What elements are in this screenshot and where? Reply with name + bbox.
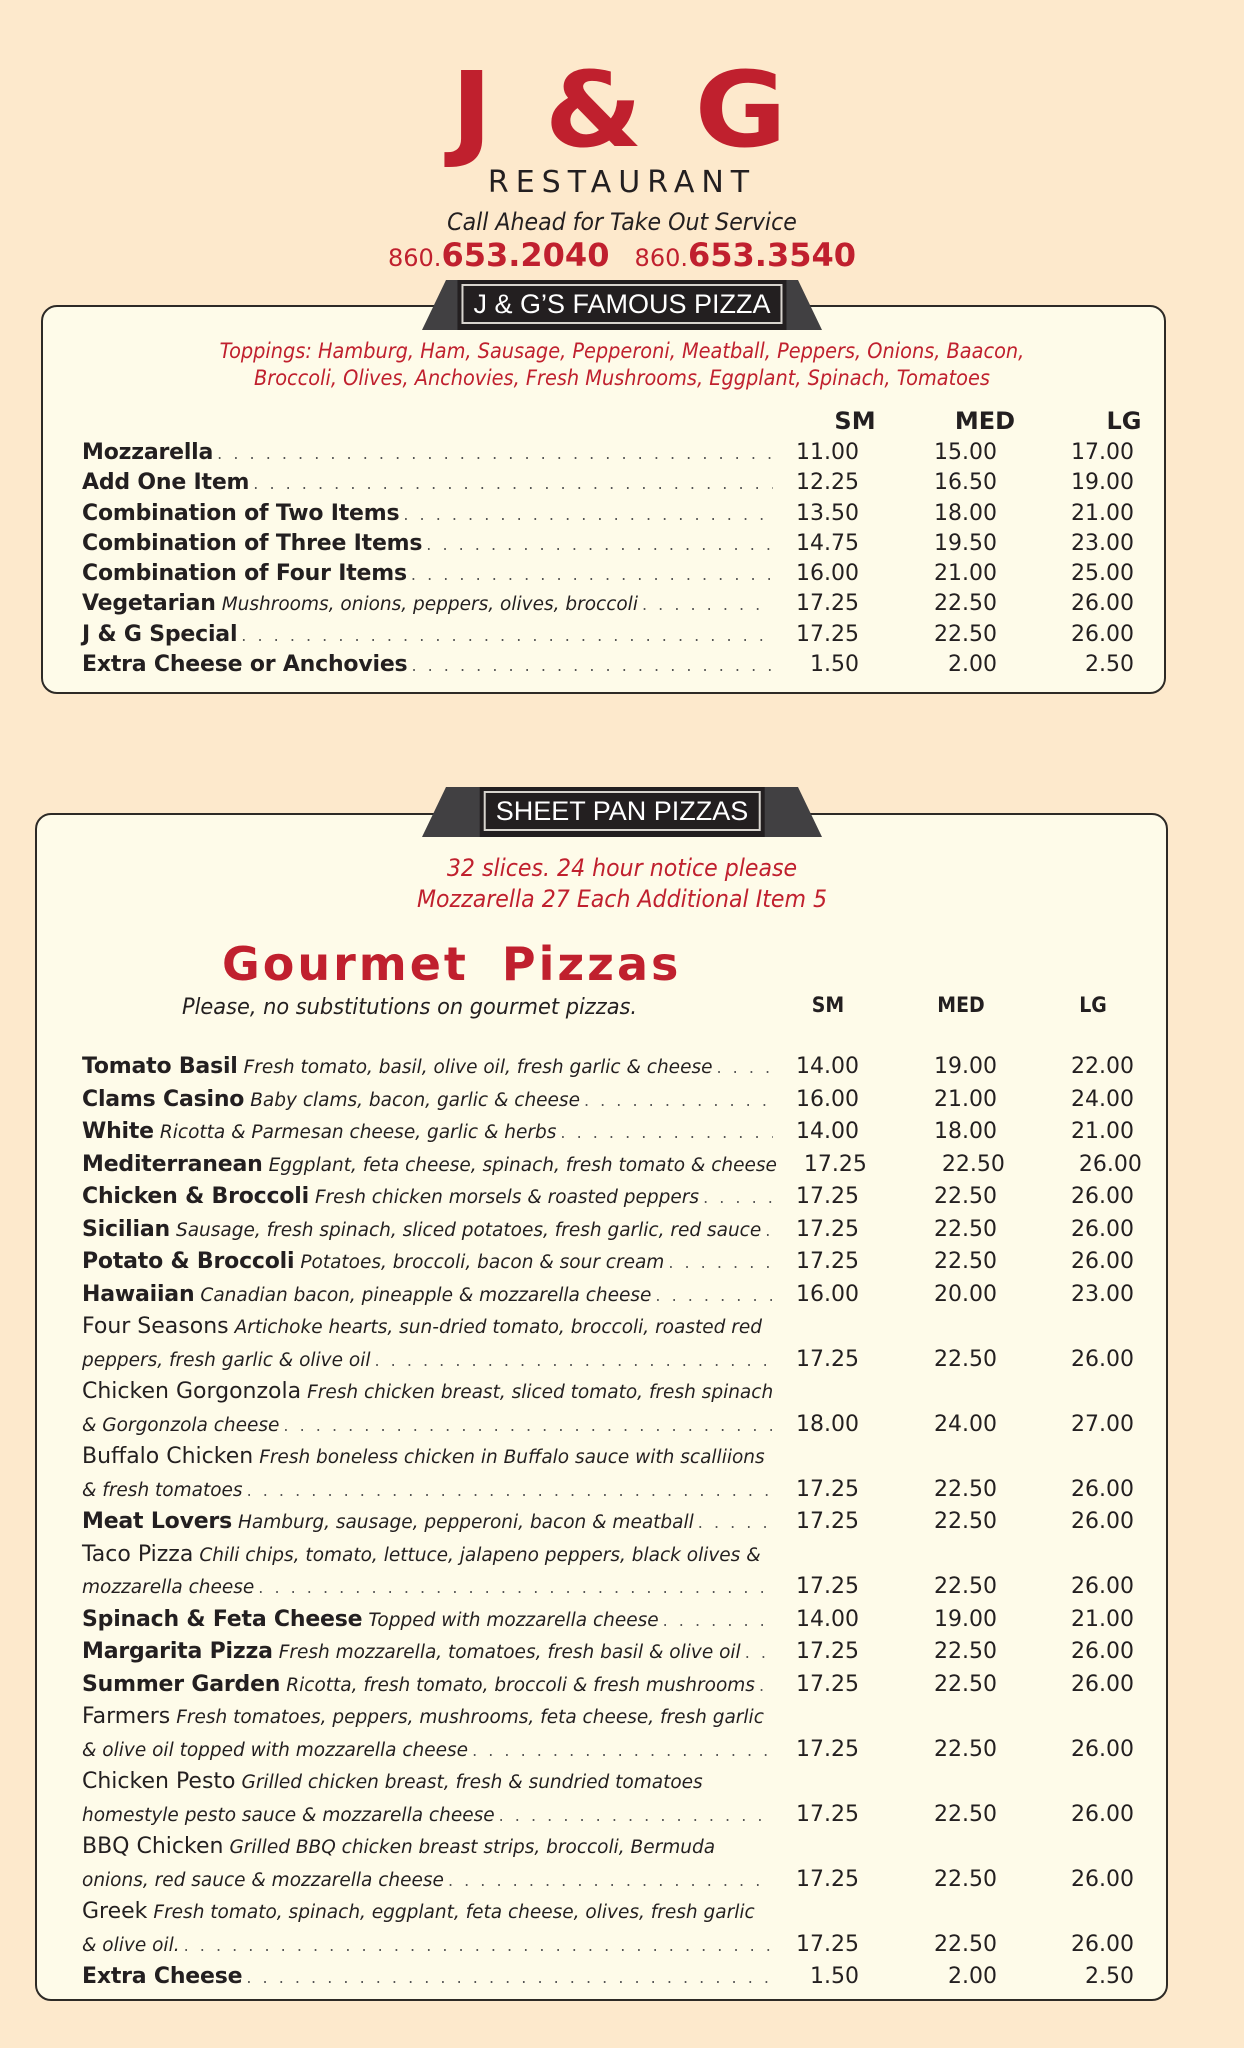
item-description: Fresh mozzarella, tomatoes, fresh basil & olive oil — [278, 1642, 741, 1663]
item-line-2 — [82, 1932, 1134, 1965]
price-lg: 26.00 — [1071, 1216, 1134, 1242]
price-sm: 17.25 — [796, 1249, 859, 1274]
menu-item — [82, 1639, 1134, 1672]
item-description: Sausage, fresh spinach, sliced potatoes, fresh garlic, red sauce — [175, 1219, 762, 1241]
price-lg: 19.00 — [1071, 470, 1134, 496]
menu-item — [82, 1087, 1134, 1120]
price-med: 20.00 — [934, 1281, 997, 1307]
toppings-line-1: Toppings: Hamburg, Ham, Sausage, Pepperoni, Meatball, Peppers, Onions, Baacon, — [219, 339, 1025, 363]
menu-item — [82, 1509, 1134, 1542]
price-med: 21.00 — [934, 561, 997, 587]
price-sm: 17.25 — [803, 1151, 867, 1177]
item-name: Extra Cheese — [82, 1964, 243, 1989]
menu-item — [82, 1217, 1134, 1250]
price-sm: 17.25 — [796, 1801, 859, 1827]
price-med: 19.00 — [934, 1606, 997, 1632]
item-name: Tomato Basil — [82, 1054, 238, 1079]
price-lg: 23.00 — [1071, 1281, 1134, 1307]
item-description: Fresh tomatoes, peppers, mushrooms, feta cheese, fresh garlic — [176, 1707, 764, 1728]
price-lg: 26.00 — [1071, 1509, 1134, 1534]
price-lg: 24.00 — [1071, 1086, 1134, 1112]
price-sm: 16.00 — [796, 1281, 859, 1307]
leader-dots — [663, 1611, 773, 1630]
size-header-sm: SM — [834, 407, 876, 435]
price-sm: 16.00 — [796, 561, 859, 587]
size-header-med: MED — [937, 993, 985, 1017]
price-med: 21.00 — [934, 1086, 997, 1112]
menu-item — [82, 1672, 1134, 1705]
price-sm: 17.25 — [796, 1346, 859, 1372]
item-description: Hamburg, sausage, pepperoni, bacon & meatball — [237, 1512, 694, 1533]
item-description: Canadian bacon, pineapple & mozzarella cheese — [200, 1284, 652, 1306]
leader-dots — [217, 444, 773, 463]
price-sm: 11.00 — [796, 440, 859, 465]
restaurant-logo: J & G — [450, 49, 794, 171]
item-description: Grilled chicken breast, fresh & sundried tomatoes — [241, 1772, 703, 1793]
leader-dots — [426, 535, 773, 554]
leader-dots — [253, 474, 773, 493]
item-name: Buffalo Chicken — [82, 1444, 254, 1469]
leader-dots — [560, 1123, 773, 1142]
price-med: 22.50 — [934, 1249, 997, 1274]
sheet-pan-note — [50, 853, 1194, 915]
item-line-1 — [82, 1314, 1134, 1347]
price-med: 22.50 — [934, 1671, 997, 1697]
price-med: 22.50 — [934, 1184, 997, 1209]
price-lg: 25.00 — [1071, 561, 1134, 587]
phone-numbers — [0, 236, 1244, 274]
price-lg: 26.00 — [1071, 1184, 1134, 1209]
item-description: Fresh chicken morsels & roasted peppers — [314, 1187, 700, 1208]
item-line-2 — [82, 1737, 1134, 1770]
price-med: 22.50 — [934, 1346, 997, 1372]
price-sm: 17.25 — [796, 1574, 859, 1599]
price-lg: 26.00 — [1071, 1346, 1134, 1372]
phone-area-code: 860. — [634, 244, 688, 272]
banner-box — [457, 280, 786, 330]
menu-item — [82, 531, 1134, 561]
price-lg: 26.00 — [1078, 1151, 1142, 1177]
menu-item — [82, 501, 1134, 531]
price-sm: 16.00 — [796, 1086, 859, 1112]
leader-dots — [703, 1188, 773, 1207]
price-lg: 26.00 — [1071, 1736, 1134, 1762]
price-lg: 21.00 — [1071, 1119, 1134, 1144]
price-med: 18.00 — [934, 500, 997, 526]
leader-dots — [759, 1676, 773, 1695]
price-lg: 23.00 — [1071, 530, 1134, 556]
phone-local-number: 653.2040 — [441, 236, 610, 274]
leader-dots — [241, 626, 773, 645]
price-lg: 26.00 — [1071, 1476, 1134, 1502]
leader-dots — [184, 1936, 773, 1955]
price-med: 22.50 — [934, 1736, 997, 1762]
item-name: Combination of Two Items — [82, 500, 400, 526]
item-name: Chicken & Broccoli — [82, 1184, 309, 1209]
gourmet-pizza-menu — [82, 1054, 1142, 1997]
menu-item — [82, 1964, 1134, 1997]
size-header-med: MED — [954, 407, 1016, 435]
price-lg: 26.00 — [1071, 621, 1134, 647]
gourmet-title: Gourmet Pizzas — [222, 937, 682, 991]
menu-item — [82, 622, 1134, 652]
item-description: Ricotta, fresh tomato, broccoli & fresh mushrooms — [286, 1674, 755, 1696]
price-med: 22.50 — [934, 1866, 997, 1892]
item-description: Chili chips, tomato, lettuce, jalapeno peppers, black olives & — [199, 1544, 761, 1566]
price-sm: 17.25 — [796, 591, 859, 617]
item-description: Artichoke hearts, sun-dried tomato, broccoli, roasted red — [234, 1317, 762, 1338]
price-sm: 14.00 — [796, 1054, 859, 1079]
famous-pizza-menu — [82, 407, 1142, 682]
menu-item — [82, 652, 1134, 682]
leader-dots — [246, 1968, 773, 1987]
price-sm: 18.00 — [796, 1411, 859, 1437]
item-description: Eggplant, feta cheese, spinach, fresh tomato & cheese — [268, 1154, 777, 1176]
item-description-cont: & fresh tomatoes — [82, 1479, 243, 1501]
item-description-cont: peppers, fresh garlic & olive oil — [82, 1349, 371, 1371]
price-lg: 26.00 — [1071, 1249, 1134, 1274]
leader-dots — [374, 1351, 773, 1370]
item-name: J & G Special — [82, 621, 238, 647]
item-line-1 — [82, 1542, 1134, 1575]
menu-item — [82, 1899, 1134, 1964]
item-description: Potatoes, broccoli, bacon & sour cream — [300, 1252, 665, 1273]
price-sm: 17.25 — [796, 1476, 859, 1502]
price-sm: 17.25 — [796, 1184, 859, 1209]
item-line-2 — [82, 1867, 1134, 1900]
sheet-pan-banner — [0, 787, 1244, 837]
item-line-2 — [82, 1347, 1134, 1380]
toppings-line-2: Broccoli, Olives, Anchovies, Fresh Mushrooms, Eggplant, Spinach, Tomatoes — [254, 366, 990, 390]
item-name: Vegetarian — [82, 591, 216, 617]
menu-item — [82, 1379, 1134, 1444]
toppings-list — [50, 338, 1194, 392]
item-description-cont: & Gorgonzola cheese — [82, 1414, 280, 1436]
item-description: Mushrooms, onions, peppers, olives, broccoli — [221, 594, 638, 616]
price-med: 22.50 — [934, 1476, 997, 1502]
item-description: Topped with mozzarella cheese — [368, 1609, 659, 1631]
item-name: Mediterranean — [82, 1151, 263, 1177]
menu-item — [82, 1542, 1134, 1607]
phone-number-2[interactable] — [635, 236, 856, 274]
price-sm: 14.00 — [796, 1119, 859, 1144]
leader-dots — [716, 1058, 773, 1077]
menu-item — [82, 1444, 1134, 1509]
price-lg: 26.00 — [1071, 1671, 1134, 1697]
price-sm: 1.50 — [810, 652, 859, 678]
price-med: 22.50 — [941, 1151, 1005, 1177]
leader-dots — [448, 1871, 773, 1890]
price-sm: 17.25 — [796, 1931, 859, 1957]
leader-dots — [247, 1481, 773, 1500]
item-line-1 — [82, 1769, 1134, 1802]
price-lg: 26.00 — [1071, 591, 1134, 617]
item-name: Extra Cheese or Anchovies — [82, 652, 408, 678]
sheet-pan-note-line-2: Mozzarella 27 Each Additional Item 5 — [416, 885, 828, 913]
leader-dots — [499, 1806, 773, 1825]
price-med: 22.50 — [934, 1509, 997, 1534]
price-lg: 26.00 — [1071, 1801, 1134, 1827]
size-header-sm: SM — [811, 993, 845, 1017]
price-med: 22.50 — [934, 591, 997, 617]
leader-dots — [745, 1643, 773, 1662]
item-description: Fresh boneless chicken in Buffalo sauce with scalliions — [259, 1447, 765, 1468]
leader-dots — [411, 656, 773, 675]
price-med: 2.00 — [948, 1964, 997, 1989]
item-line-2 — [82, 1477, 1134, 1510]
price-lg: 17.00 — [1071, 440, 1134, 465]
menu-item — [82, 591, 1134, 621]
leader-dots — [283, 1416, 773, 1435]
item-description: Grilled BBQ chicken breast strips, broccoli, Bermuda — [229, 1837, 716, 1858]
item-line-2 — [82, 1802, 1134, 1835]
takeout-tagline: Call Ahead for Take Out Service — [447, 208, 797, 236]
leader-dots — [655, 1286, 773, 1305]
item-line-1 — [82, 1899, 1134, 1932]
price-lg: 2.50 — [1085, 1964, 1134, 1989]
price-sm: 1.50 — [810, 1964, 859, 1989]
price-med: 2.00 — [948, 652, 997, 678]
menu-item — [82, 1769, 1134, 1834]
banner-title: J & G’S FAMOUS PIZZA — [461, 284, 782, 324]
item-name: Farmers — [82, 1704, 171, 1729]
menu-item — [82, 1314, 1134, 1379]
item-description-cont: onions, red sauce & mozzarella cheese — [82, 1869, 444, 1891]
item-name: White — [82, 1119, 154, 1144]
leader-dots — [411, 565, 773, 584]
item-name: Hawaiian — [82, 1281, 195, 1307]
price-sm: 14.75 — [796, 530, 859, 556]
item-name: Add One Item — [82, 470, 250, 496]
gourmet-subtitle: Please, no substitutions on gourmet pizzas. — [182, 995, 638, 1020]
item-description: Ricotta & Parmesan cheese, garlic & herbs — [159, 1122, 557, 1143]
price-sm: 13.50 — [796, 500, 859, 526]
famous-pizza-banner — [0, 280, 1244, 330]
item-name: Potato & Broccoli — [82, 1249, 295, 1274]
item-line-1 — [82, 1444, 1134, 1477]
menu-item — [82, 470, 1134, 500]
leader-dots — [765, 1221, 773, 1240]
price-sm: 17.25 — [796, 1866, 859, 1892]
item-name: Combination of Four Items — [82, 561, 407, 587]
price-lg: 26.00 — [1071, 1639, 1134, 1664]
banner-box — [480, 787, 765, 837]
item-name: Meat Lovers — [82, 1509, 232, 1534]
price-sm: 14.00 — [796, 1606, 859, 1632]
item-name: Four Seasons — [82, 1314, 229, 1339]
item-line-2 — [82, 1412, 1134, 1445]
leader-dots — [698, 1513, 773, 1532]
leader-dots — [472, 1741, 773, 1760]
price-lg: 26.00 — [1071, 1866, 1134, 1892]
banner-title: SHEET PAN PIZZAS — [484, 791, 761, 831]
menu-item — [82, 1834, 1134, 1899]
item-name: BBQ Chicken — [82, 1834, 224, 1859]
price-sm: 17.25 — [796, 621, 859, 647]
price-med: 22.50 — [934, 1801, 997, 1827]
price-sm: 17.25 — [796, 1671, 859, 1697]
item-name: Sicilian — [82, 1216, 170, 1242]
phone-local-number: 653.3540 — [687, 236, 856, 274]
item-description-cont: & olive oil. — [82, 1934, 180, 1956]
price-sm: 17.25 — [796, 1509, 859, 1534]
price-lg: 22.00 — [1071, 1054, 1134, 1079]
leader-dots — [258, 1578, 773, 1597]
menu-item — [82, 1704, 1134, 1769]
menu-item — [82, 1054, 1134, 1087]
item-line-1 — [82, 1834, 1134, 1867]
item-description-cont: mozzarella cheese — [82, 1577, 255, 1598]
price-med: 22.50 — [934, 621, 997, 647]
price-med: 22.50 — [934, 1574, 997, 1599]
sheet-pan-note-line-1: 32 slices. 24 hour notice please — [446, 854, 798, 882]
menu-item — [82, 1184, 1134, 1217]
menu-item — [82, 1282, 1134, 1315]
item-name: Greek — [82, 1899, 148, 1924]
item-description: Baby clams, bacon, garlic & cheese — [250, 1089, 580, 1111]
item-description-cont: & olive oil topped with mozzarella cheese — [82, 1739, 469, 1761]
item-description: Fresh tomato, spinach, eggplant, feta cheese, olives, fresh garlic — [153, 1902, 755, 1923]
price-med: 15.00 — [934, 440, 997, 465]
price-lg: 26.00 — [1071, 1574, 1134, 1599]
item-line-1 — [82, 1704, 1134, 1737]
price-med: 24.00 — [934, 1411, 997, 1437]
size-header-lg: LG — [1079, 993, 1107, 1017]
menu-item — [82, 1249, 1134, 1282]
item-name: Clams Casino — [82, 1086, 245, 1112]
leader-dots — [403, 505, 773, 524]
price-med: 18.00 — [934, 1119, 997, 1144]
price-lg: 21.00 — [1071, 1606, 1134, 1632]
price-lg: 26.00 — [1071, 1931, 1134, 1957]
size-header-lg: LG — [1106, 407, 1142, 435]
price-sm: 17.25 — [796, 1639, 859, 1664]
item-name: Taco Pizza — [82, 1541, 194, 1567]
item-line-2 — [82, 1574, 1134, 1607]
menu-item — [82, 1151, 1142, 1185]
menu-item — [82, 561, 1134, 591]
price-sm: 17.25 — [796, 1216, 859, 1242]
menu-item — [82, 440, 1134, 470]
item-name: Mozzarella — [82, 440, 214, 465]
item-name: Chicken Pesto — [82, 1769, 236, 1794]
phone-number-1[interactable] — [388, 236, 609, 274]
price-lg: 27.00 — [1071, 1411, 1134, 1437]
leader-dots — [642, 595, 773, 614]
price-sm: 17.25 — [796, 1736, 859, 1762]
item-name: Chicken Gorgonzola — [82, 1379, 302, 1404]
phone-area-code: 860. — [388, 244, 442, 272]
price-med: 22.50 — [934, 1931, 997, 1957]
price-lg: 21.00 — [1071, 500, 1134, 526]
price-med: 19.50 — [934, 530, 997, 556]
price-med: 22.50 — [934, 1639, 997, 1664]
restaurant-subtitle: RESTAURANT — [487, 165, 757, 200]
price-sm: 12.25 — [796, 470, 859, 496]
leader-dots — [584, 1091, 773, 1110]
item-description: Fresh chicken breast, sliced tomato, fresh spinach — [307, 1382, 774, 1403]
leader-dots — [668, 1253, 773, 1272]
item-line-1 — [82, 1379, 1134, 1412]
item-description: Fresh tomato, basil, olive oil, fresh garlic & cheese — [243, 1057, 713, 1078]
price-lg: 2.50 — [1085, 652, 1134, 678]
item-name: Margarita Pizza — [82, 1639, 273, 1664]
item-name: Combination of Three Items — [82, 530, 423, 556]
price-med: 19.00 — [934, 1054, 997, 1079]
price-med: 16.50 — [934, 470, 997, 496]
menu-item — [82, 1119, 1134, 1152]
price-med: 22.50 — [934, 1216, 997, 1242]
item-name: Summer Garden — [82, 1671, 281, 1697]
item-name: Spinach & Feta Cheese — [82, 1606, 363, 1632]
item-description-cont: homestyle pesto sauce & mozzarella cheese — [82, 1804, 495, 1826]
menu-item — [82, 1607, 1134, 1640]
